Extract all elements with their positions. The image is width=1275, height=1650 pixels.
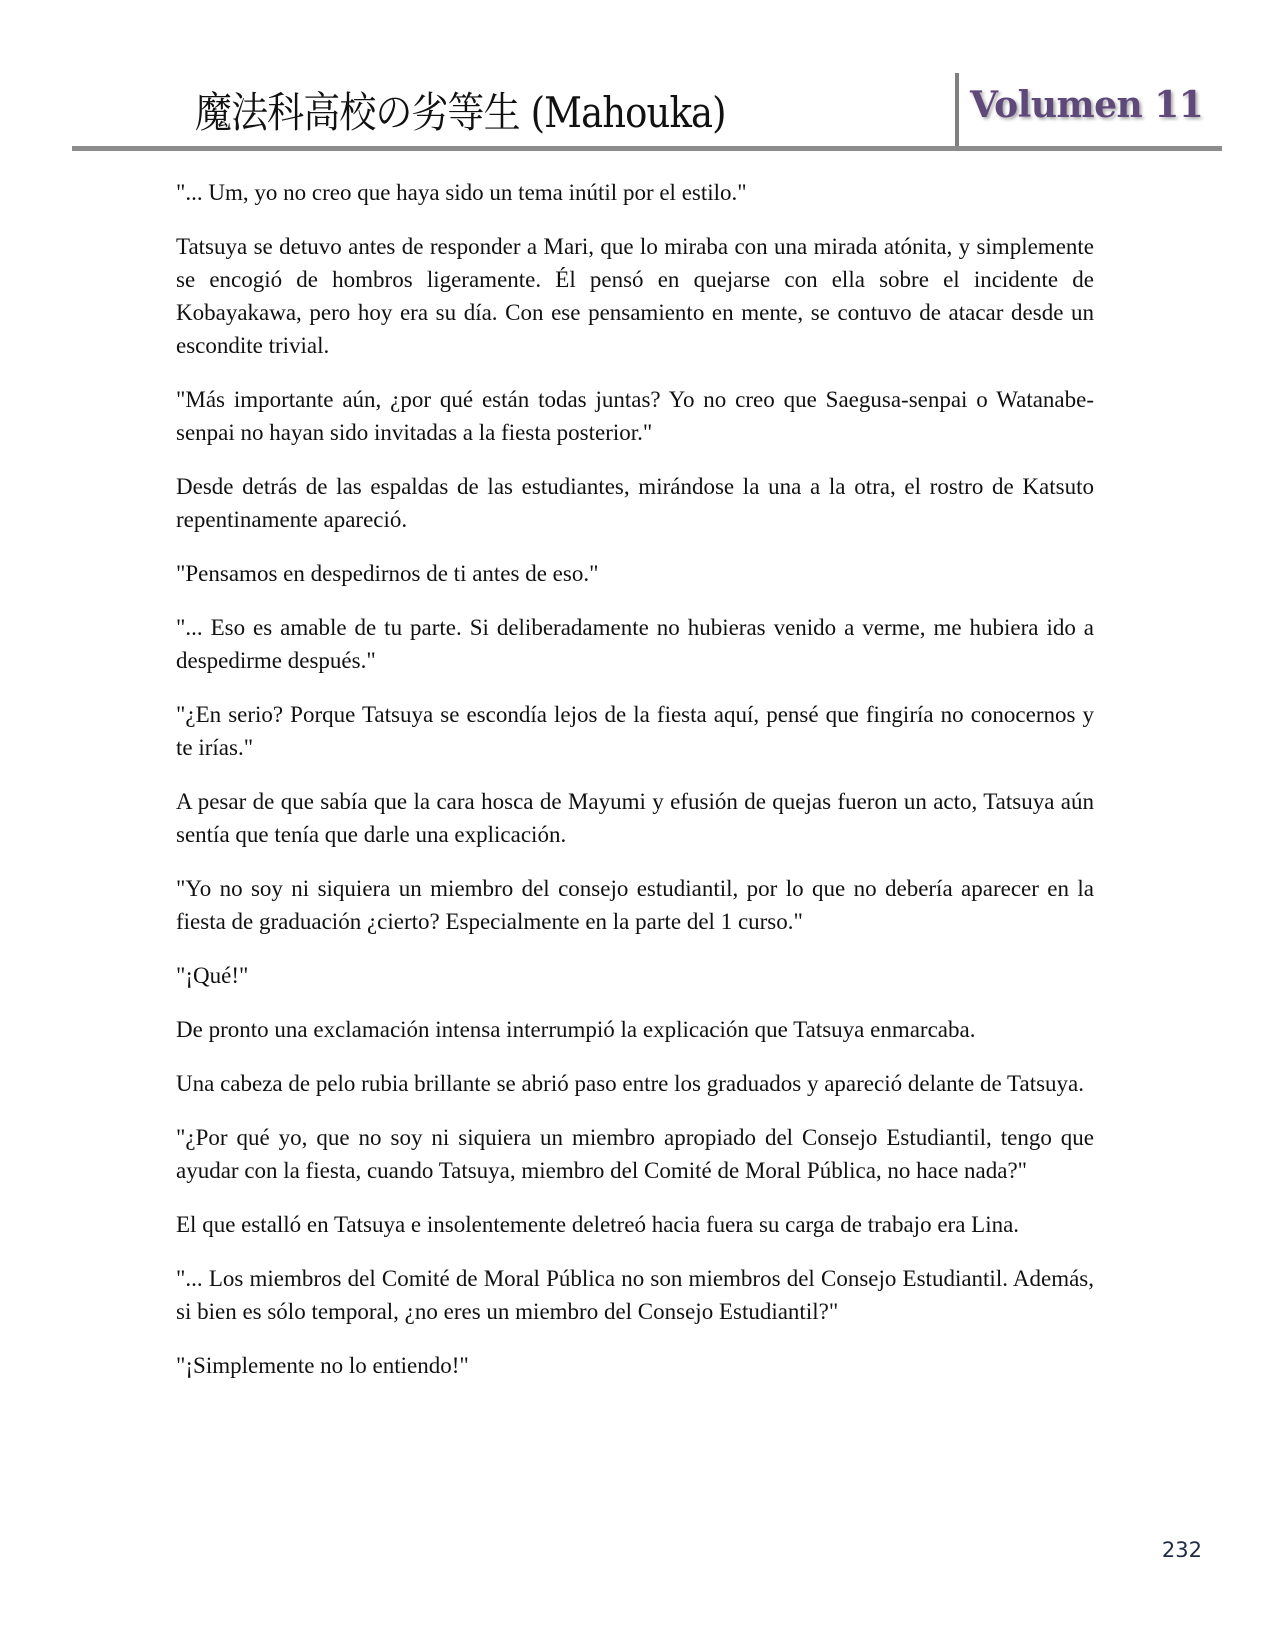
body-text [176,176,1094,1403]
header-title: 魔法科高校の劣等生 (Mahouka) [195,88,726,137]
paragraph: A pesar de que sabía que la cara hosca de Mayumi y efusión de quejas fueron un acto, Tatsuya aún sentía que tenía que darle una explicación. [176,789,1094,847]
paragraph: "¿Por qué yo, que no soy ni siquiera un miembro apropiado del Consejo Estudiantil, tengo que ayudar con la fiesta, cuando Tatsuya, miembro del Comité de Moral Pública, no hace nada?" [176,1125,1094,1183]
paragraph: Una cabeza de pelo rubia brillante se abrió paso entre los graduados y apareció delante de Tatsuya. [176,1071,1085,1096]
page-number: 232 [1161,1538,1202,1562]
header-divider [955,73,959,149]
paragraph: "Pensamos en despedirnos de ti antes de eso." [176,561,599,586]
paragraph: El que estalló en Tatsuya e insolentemente deletreó hacia fuera su carga de trabajo era Lina. [176,1212,1020,1237]
paragraph: "¡Qué!" [176,963,249,988]
paragraph: Tatsuya se detuvo antes de responder a Mari, que lo miraba con una mirada atónita, y simplemente se encogió de hombros ligeramente. Él pensó en quejarse con ella sobre el incidente de Kobayakawa, pero hoy era su día. Con ese pensamiento en mente, se contuvo de atacar desde un escondite trivial. [176,234,1094,358]
paragraph: "... Eso es amable de tu parte. Si deliberadamente no hubieras venido a verme, me hubiera ido a despedirme después." [176,615,1094,673]
paragraph: Desde detrás de las espaldas de las estudiantes, mirándose la una a la otra, el rostro de Katsuto repentinamente apareció. [176,474,1094,532]
paragraph: "¿En serio? Porque Tatsuya se escondía lejos de la fiesta aquí, pensé que fingiría no conocernos y te irías." [176,702,1094,760]
paragraph: De pronto una exclamación intensa interrumpió la explicación que Tatsuya enmarcaba. [176,1017,976,1042]
volume-label: Volumen 11 [970,84,1204,126]
paragraph: "... Los miembros del Comité de Moral Pública no son miembros del Consejo Estudiantil. Además, si bien es sólo temporal, ¿no eres un miembro del Consejo Estudiantil?" [176,1266,1094,1324]
paragraph: "¡Simplemente no lo entiendo!" [176,1353,469,1378]
paragraph: "... Um, yo no creo que haya sido un tema inútil por el estilo." [176,180,747,205]
paragraph: "Yo no soy ni siquiera un miembro del consejo estudiantil, por lo que no debería aparecer en la fiesta de graduación ¿cierto? Especialmente en la parte del 1 curso." [176,876,1094,934]
header-rule [72,146,1222,151]
paragraph: "Más importante aún, ¿por qué están todas juntas? Yo no creo que Saegusa-senpai o Watanabe-senpai no hayan sido invitadas a la fiesta posterior." [176,387,1094,445]
